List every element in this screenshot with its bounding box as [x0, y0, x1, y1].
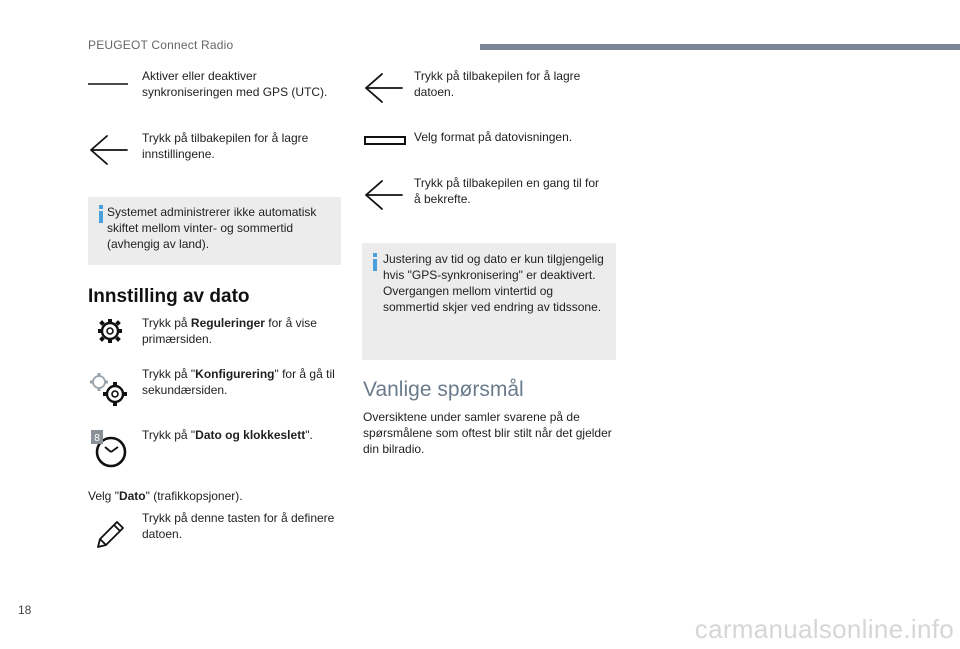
step-gps-sync: Aktiver eller deaktiver synkroniseringen med GPS (UTC). [142, 69, 328, 99]
clock-icon [90, 429, 130, 469]
step-regulations: Trykk på Reguleringer for å vise primærsiden. [142, 316, 317, 346]
header-title: PEUGEOT Connect Radio [88, 38, 234, 52]
step-configuration: Trykk på "Konfigurering" for å gå til sekundærsiden. [142, 367, 335, 397]
date-time-label: Dato og klokkeslett [195, 428, 306, 442]
double-gear-icon [87, 370, 131, 408]
page-number: 18 [18, 603, 32, 617]
back-arrow-icon [362, 178, 406, 212]
select-date-text: Velg "Dato" (trafikkopsjoner). [88, 489, 243, 503]
info-box-gps [362, 243, 616, 360]
step-date-format: Velg format på datovisningen. [414, 130, 573, 144]
faq-paragraph: Oversiktene under samler svarene på de spørsmålene som oftest blir stilt når det gjelder din bilradio. [363, 410, 612, 456]
step-confirm: Trykk på tilbakepilen en gang til for å bekrefte. [414, 176, 599, 206]
header-bar [480, 44, 960, 50]
gear-icon [95, 316, 125, 346]
info-icon [373, 253, 377, 257]
pencil-icon [93, 518, 127, 552]
toggle-line-icon [86, 78, 130, 90]
step-date-time: Trykk på "Dato og klokkeslett". [142, 428, 313, 442]
step-save-date: Trykk på tilbakepilen for å lagre datoen. [414, 69, 581, 99]
svg-text:8: 8 [94, 433, 100, 444]
watermark: carmanualsonline.info [694, 614, 954, 644]
back-arrow-icon [362, 71, 406, 105]
section-heading-date: Innstilling av dato [88, 286, 250, 307]
info-box-gps-text: Justering av tid og dato er kun tilgjengelig hvis "GPS-synkronisering" er deaktivert. Overgangen mellom vintertid og sommertid skjer ved endring av tidssone. [383, 252, 604, 314]
date-label: Dato [118, 489, 146, 503]
back-arrow-icon [87, 133, 131, 167]
info-icon [99, 205, 103, 209]
step-edit-date: Trykk på denne tasten for å definere datoen. [142, 511, 335, 541]
info-box-dst [88, 197, 341, 265]
step-save-settings: Trykk på tilbakepilen for å lagre innstillingene. [142, 131, 309, 161]
configuration-label: Konfigurering [195, 367, 275, 381]
info-box-dst-text: Systemet administrerer ikke automatisk skiftet mellom vinter- og sommertid (avhengig av land). [107, 205, 317, 251]
format-field-icon [363, 134, 407, 148]
regulations-label: Reguleringer [190, 316, 265, 330]
section-heading-faq: Vanlige spørsmål [363, 378, 524, 401]
